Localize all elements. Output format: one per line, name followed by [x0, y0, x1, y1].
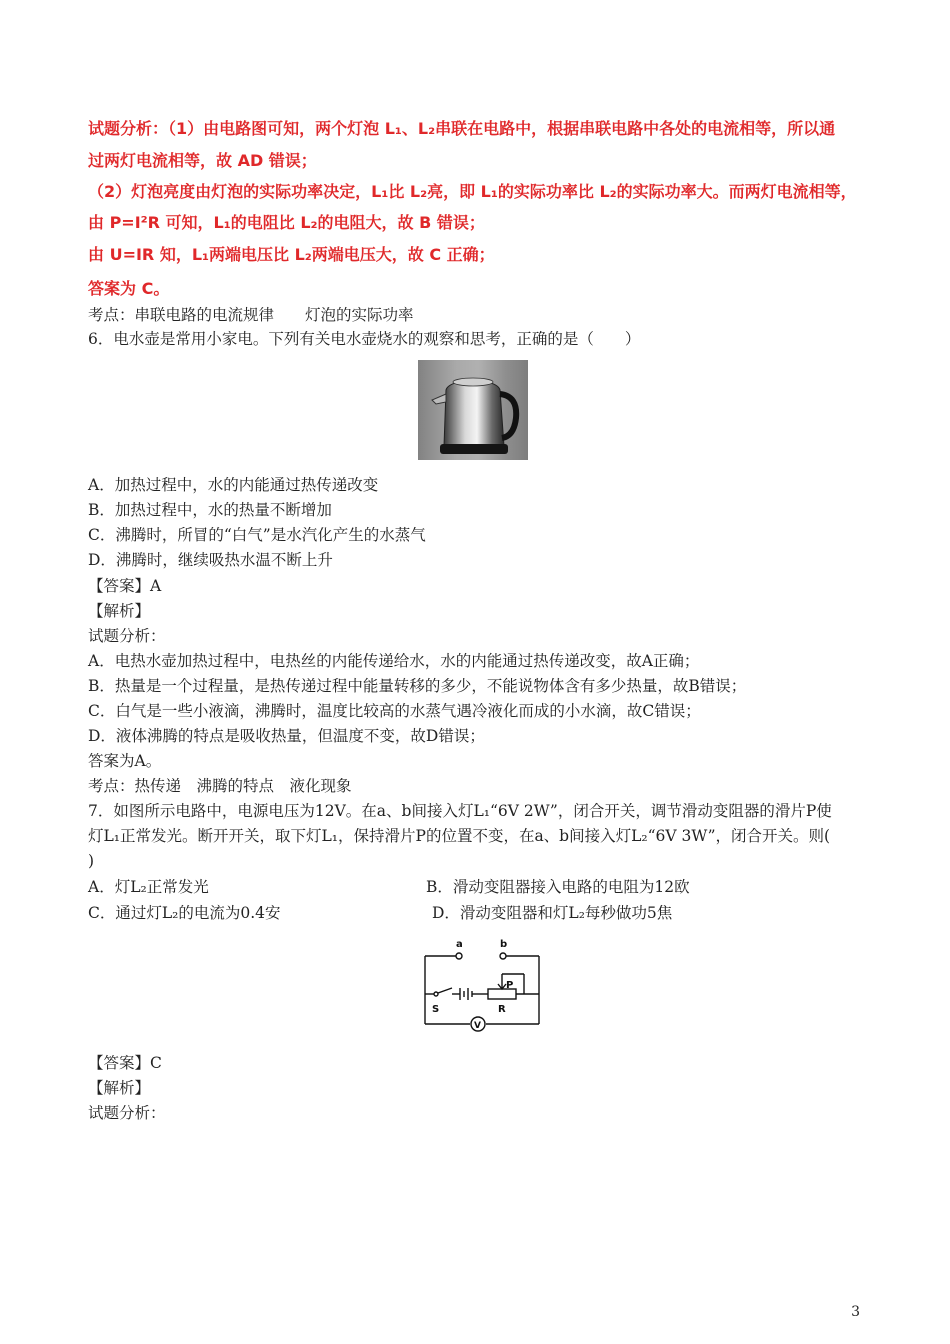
- page-number: 3: [851, 1304, 860, 1320]
- q7-option-d: D．滑动变阻器和灯L₂每秒做功5焦: [432, 904, 673, 922]
- q7-jiexi: 【解析】: [88, 1079, 151, 1097]
- q7-option-c: C．通过灯L₂的电流为0.4安: [88, 904, 281, 922]
- q6-option-b: B．加热过程中，水的热量不断增加: [88, 501, 332, 519]
- q6-analysis-a: A．电热水壶加热过程中，电热丝的内能传递给水，水的内能通过热传递改变，故A正确；: [88, 652, 700, 670]
- q6-stem: 6．电水壶是常用小家电。下列有关电水壶烧水的观察和思考，正确的是（ ）: [88, 330, 641, 348]
- circuit-label-a: a: [456, 939, 463, 950]
- analysis-red-line-2: 过两灯电流相等，故 AD 错误；: [88, 151, 317, 170]
- q7-option-b: B．滑动变阻器接入电路的电阻为12欧: [426, 878, 690, 896]
- q6-analysis-b: B．热量是一个过程量，是热传递过程中能量转移的多少，不能说物体含有多少热量，故B错误；: [88, 677, 747, 695]
- q7-stem-line-1: 7．如图所示电路中，电源电压为12V。在a、b间接入灯L₁“6V 2W”，闭合开关，调节滑动变阻器的滑片P使: [88, 802, 832, 820]
- circuit-label-v: V: [474, 1021, 481, 1031]
- q7-stem-line-3: ): [88, 852, 95, 870]
- q6-answer: 【答案】A: [88, 577, 162, 595]
- kettle-image: [418, 360, 528, 460]
- analysis-red-line-3: （2）灯泡亮度由灯泡的实际功率决定，L₁比 L₂亮，即 L₁的实际功率比 L₂的实际功率大。而两灯电流相等，: [88, 182, 857, 201]
- q7-stem-line-2: 灯L₁正常发光。断开开关，取下灯L₁，保持滑片P的位置不变，在a、b间接入灯L₂“6V 3W”，闭合开关。则(: [88, 827, 831, 845]
- circuit-label-r: R: [498, 1004, 506, 1015]
- q6-option-a: A．加热过程中，水的内能通过热传递改变: [88, 476, 379, 494]
- q6-option-c: C．沸腾时，所冒的“白气”是水汽化产生的水蒸气: [88, 526, 426, 544]
- circuit-label-s: S: [432, 1004, 440, 1015]
- circuit-label-b: b: [500, 939, 508, 950]
- q6-option-d: D．沸腾时，继续吸热水温不断上升: [88, 551, 333, 569]
- circuit-label-p: P: [506, 980, 514, 991]
- analysis-red-line-4: 由 P=I²R 可知，L₁的电阻比 L₂的电阻大，故 B 错误；: [88, 213, 485, 232]
- q6-analysis-title: 试题分析：: [88, 627, 166, 645]
- q6-jiexi: 【解析】: [88, 602, 151, 620]
- q5-kaodian: 考点：串联电路的电流规律 灯泡的实际功率: [88, 306, 414, 324]
- q6-analysis-d: D．液体沸腾的特点是吸收热量，但温度不变，故D错误；: [88, 727, 485, 745]
- q7-answer: 【答案】C: [88, 1054, 162, 1072]
- circuit-diagram: [412, 936, 552, 1036]
- q6-kaodian: 考点：热传递 沸腾的特点 液化现象: [88, 777, 352, 795]
- analysis-red-line-6: 答案为 C。: [88, 279, 170, 298]
- q6-conclusion: 答案为A。: [88, 752, 162, 770]
- q6-analysis-c: C．白气是一些小液滴，沸腾时，温度比较高的水蒸气遇冷液化而成的小水滴，故C错误；: [88, 702, 701, 720]
- analysis-red-line-5: 由 U=IR 知，L₁两端电压比 L₂两端电压大，故 C 正确；: [88, 245, 495, 264]
- analysis-red-line-1: 试题分析：（1）由电路图可知，两个灯泡 L₁、L₂串联在电路中，根据串联电路中各处的电流相等，所以通: [88, 119, 836, 138]
- q7-analysis-title: 试题分析：: [88, 1104, 166, 1122]
- q7-option-a: A．灯L₂正常发光: [88, 878, 209, 896]
